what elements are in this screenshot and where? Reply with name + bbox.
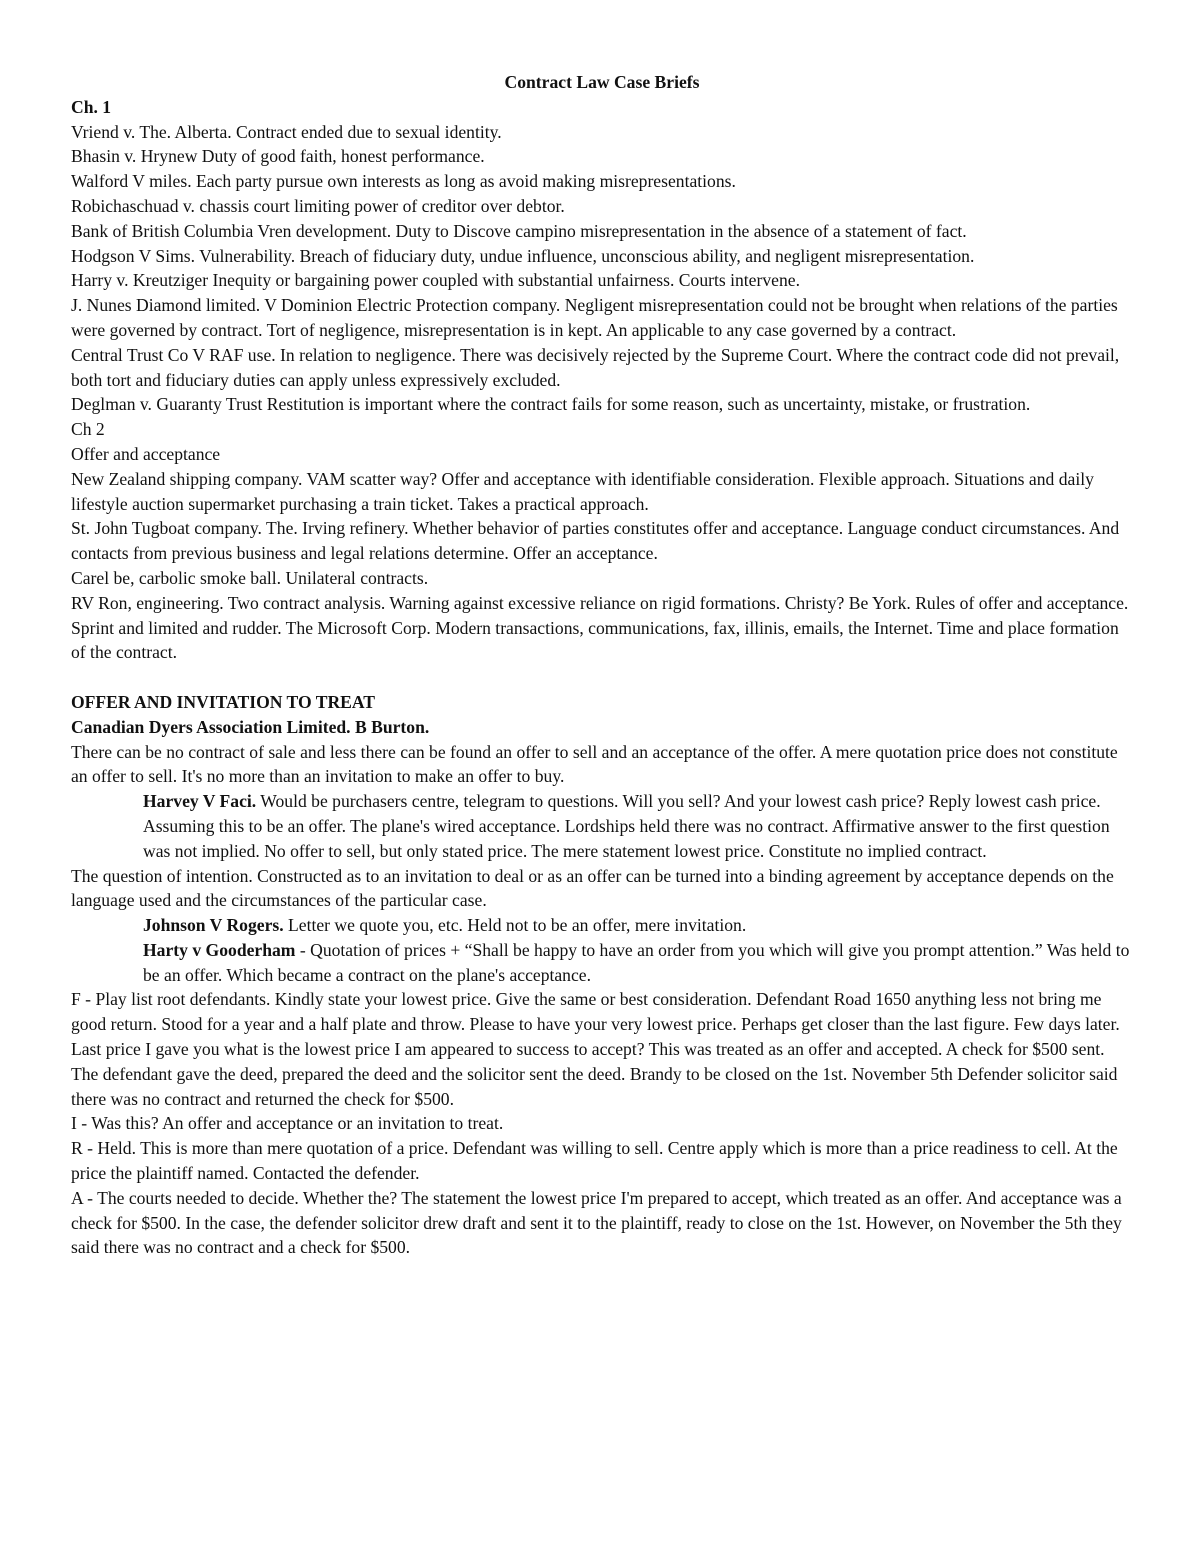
analysis-paragraph: A - The courts needed to decide. Whether the? The statement the lowest price I'm prepared to accept, which treated as an offer. And acceptance was a check for $500. In the case, the defender solicitor drew draft and sent it to the plaintiff, ready to close on the 1st. However, on November the 5th they said there was no contract and a check for $500. [71, 1187, 1122, 1258]
section-spacer [71, 665, 1133, 690]
case-brief-harvey [71, 789, 1133, 863]
case-line: Carel be, carbolic smoke ball. Unilateral contracts. [71, 567, 429, 588]
section-heading: OFFER AND INVITATION TO TREAT [71, 691, 376, 712]
chapter-1-heading: Ch. 1 [71, 96, 112, 117]
case-line: New Zealand shipping company. VAM scatter way? Offer and acceptance with identifiable consideration. Flexible approach. Situations and daily lifestyle auction supermarket purchasing a train ticket. Takes a practical approach. [71, 468, 1094, 514]
case-line: Sprint and limited and rudder. The Microsoft Corp. Modern transactions, communications, fax, illinis, emails, the Internet. Time and place formation of the contract. [71, 617, 1119, 663]
case-text: - Quotation of prices + “Shall be happy to have an order from you which will give you prompt attention.” Was held to be an offer. Which became a contract on the plane's acceptance. [143, 939, 1130, 985]
document-page [71, 70, 1133, 1260]
chapter-2-subheading: Offer and acceptance [71, 443, 221, 464]
case-line: Bank of British Columbia Vren development. Duty to Discove campino misrepresentation in the absence of a statement of fact. [71, 220, 967, 241]
case-intro: There can be no contract of sale and less there can be found an offer to sell and an acceptance of the offer. A mere quotation price does not constitute an offer to sell. It's no more than an invitation to make an offer to buy. [71, 741, 1118, 787]
issue-paragraph: I - Was this? An offer and acceptance or an invitation to treat. [71, 1113, 504, 1134]
case-line: St. John Tugboat company. The. Irving refinery. Whether behavior of parties constitutes offer and acceptance. Language conduct circumstances. And contacts from previous business and legal relations determine. Offer an acceptance. [71, 518, 1120, 564]
chapter-2-heading: Ch 2 [71, 419, 105, 440]
case-line: RV Ron, engineering. Two contract analysis. Warning against excessive reliance on rigid formations. Christy? Be York. Rules of offer and acceptance. [71, 592, 1129, 613]
intention-paragraph: The question of intention. Constructed as to an invitation to deal or as an offer can be turned into a binding agreement by acceptance depends on the language used and the circumstances of the particular case. [71, 865, 1114, 911]
document-title: Contract Law Case Briefs [504, 72, 700, 92]
case-line: Walford V miles. Each party pursue own interests as long as avoid making misrepresentations. [71, 171, 736, 192]
case-name: Johnson V Rogers. [143, 915, 284, 936]
case-name: Harty v Gooderham [143, 939, 296, 960]
case-line: Deglman v. Guaranty Trust Restitution is important where the contract fails for some reason, such as uncertainty, mistake, or frustration. [71, 394, 1031, 415]
case-line: Hodgson V Sims. Vulnerability. Breach of fiduciary duty, undue influence, unconscious ability, and negligent misrepresentation. [71, 245, 975, 266]
case-text: Would be purchasers centre, telegram to questions. Will you sell? And your lowest cash price? Reply lowest cash price. Assuming this to be an offer. The plane's wired acceptance. Lordships held there was no contract. Affirmative answer to the first question was not implied. No offer to sell, but only stated price. The mere statement lowest price. Constitute no implied contract. [143, 791, 1110, 861]
rule-paragraph: R - Held. This is more than mere quotation of a price. Defendant was willing to sell. Centre apply which is more than a price readiness to cell. At the price the plaintiff named. Contacted the defender. [71, 1138, 1118, 1184]
case-name: Harvey V Faci. [143, 791, 257, 812]
case-line: Bhasin v. Hrynew Duty of good faith, honest performance. [71, 146, 485, 167]
case-line: Harry v. Kreutziger Inequity or bargaining power coupled with substantial unfairness. Courts intervene. [71, 270, 800, 291]
case-title: Canadian Dyers Association Limited. B Burton. [71, 716, 430, 737]
case-brief-harty [71, 938, 1133, 988]
case-line: Central Trust Co V RAF use. In relation to negligence. There was decisively rejected by the Supreme Court. Where the contract code did not prevail, both tort and fiduciary duties can apply unless expressively excluded. [71, 344, 1120, 390]
facts-paragraph: F - Play list root defendants. Kindly state your lowest price. Give the same or best consideration. Defendant Road 1650 anything less not bring me good return. Stood for a year and a half plate and throw. Please to have your very lowest price. Perhaps get closer than the last figure. Few days later. Last price I gave you what is the lowest price I am appeared to success to accept? This was treated as an offer and accepted. A check for $500 sent. The defendant gave the deed, prepared the deed and the solicitor sent the deed. Brandy to be closed on the 1st. November 5th Defender solicitor said there was no contract and returned the check for $500. [71, 989, 1120, 1109]
case-line: J. Nunes Diamond limited. V Dominion Electric Protection company. Negligent misrepresentation could not be brought when relations of the parties were governed by contract. Tort of negligence, misrepresentation is in kept. An applicable to any case governed by a contract. [71, 295, 1118, 340]
case-line: Robichaschuad v. chassis court limiting power of creditor over debtor. [71, 195, 565, 216]
case-line: Vriend v. The. Alberta. Contract ended due to sexual identity. [71, 121, 502, 142]
case-brief-johnson [71, 913, 1133, 938]
case-text: Letter we quote you, etc. Held not to be an offer, mere invitation. [283, 915, 747, 936]
